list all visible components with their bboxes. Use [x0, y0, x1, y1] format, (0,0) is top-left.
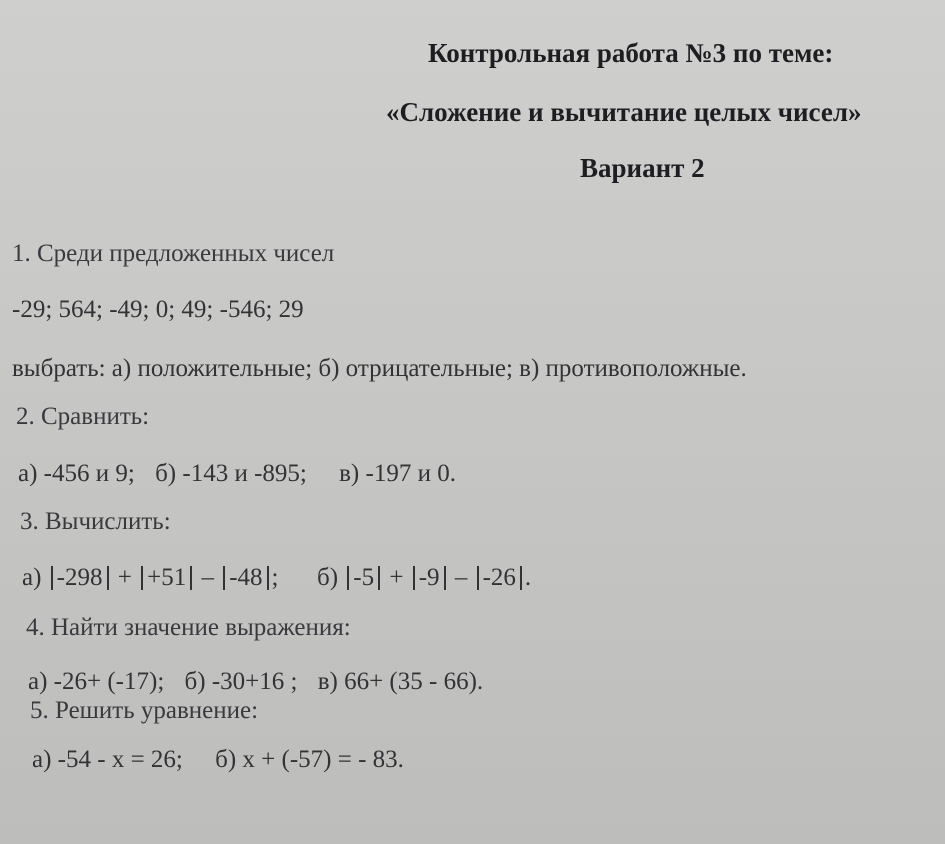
task-1-instruction: выбрать: а) положительные; б) отрицательные; в) противоположные. — [12, 355, 747, 382]
task-3-b-abs-2: -9 — [413, 566, 446, 590]
worksheet-topic: «Сложение и вычитание целых чисел» — [386, 97, 862, 127]
task-4-items — [28, 668, 483, 696]
task-3-b-abs-3: -26 — [477, 566, 522, 590]
task-3-a-op-2: – — [201, 564, 214, 591]
task-2-items — [18, 460, 456, 488]
worksheet-title: Контрольная работа №3 по теме: — [428, 38, 834, 68]
task-3-title: 3. Вычислить: — [20, 508, 171, 535]
task-4-c: в) 66+ (35 - 66). — [317, 668, 484, 695]
task-5-b: б) х + (-57) = - 83. — [215, 746, 404, 773]
task-5-a: а) -54 - х = 26; — [32, 746, 183, 773]
task-3-b-op-2: – — [454, 564, 468, 591]
task-2-b: б) -143 и -895; — [155, 460, 307, 487]
task-4-a: а) -26+ (-17); — [28, 668, 165, 695]
task-4-title: 4. Найти значение выражения: — [26, 614, 351, 641]
task-1-title: 1. Среди предложенных чисел — [12, 240, 335, 267]
task-4-b: б) -30+16 ; — [184, 668, 298, 695]
task-1-numbers: -29; 564; -49; 0; 49; -546; 29 — [12, 296, 304, 323]
task-3-a-abs-3: -48 — [223, 566, 268, 590]
task-3-a-end: ; — [271, 564, 279, 591]
task-5-title: 5. Решить уравнение: — [30, 697, 259, 724]
task-3-b-label: б) — [317, 564, 339, 591]
task-3-a-abs-2: +51 — [141, 566, 192, 590]
worksheet-variant: Вариант 2 — [580, 153, 705, 183]
task-2-a: а) -456 и 9; — [18, 460, 135, 487]
task-5-items — [32, 746, 404, 774]
task-2-title: 2. Сравнить: — [16, 403, 150, 430]
task-3-items — [22, 564, 531, 592]
task-3-a-label: а) — [22, 564, 42, 591]
task-3-a-op-1: + — [117, 564, 132, 591]
task-2-c: в) -197 и 0. — [339, 460, 456, 487]
task-3-b-end: . — [524, 564, 532, 591]
task-3-b-op-1: + — [389, 564, 404, 591]
task-3-a-abs-1: -298 — [51, 566, 109, 590]
task-3-b-abs-1: -5 — [347, 566, 380, 590]
